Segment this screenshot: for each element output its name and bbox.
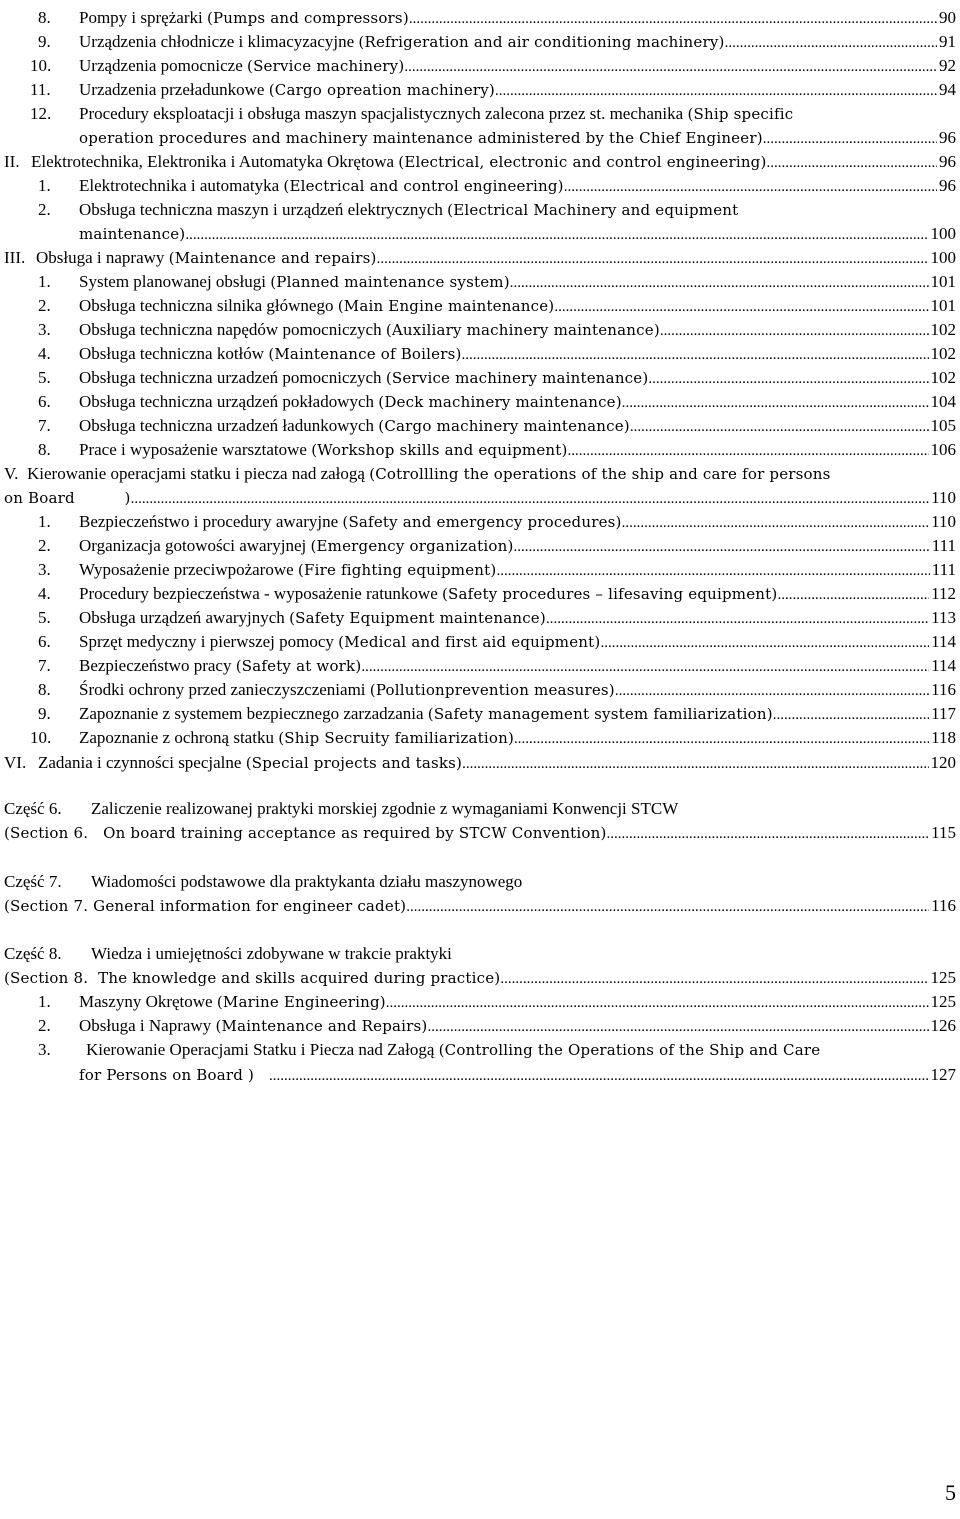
- toc-entry-english-title: (Planned maintenance system): [270, 273, 510, 291]
- toc-entry-english-title: (Fire fighting equipment): [297, 561, 497, 579]
- toc-entry-page: 91: [939, 32, 956, 51]
- toc-entry-page: 116: [931, 680, 956, 699]
- toc-leader-dots: [185, 223, 928, 246]
- toc-leader-dots: [510, 271, 929, 294]
- toc-entry: [0, 198, 960, 222]
- toc-leader-dots: [767, 151, 937, 174]
- toc-entry: [0, 486, 960, 510]
- toc-entry: [0, 534, 960, 558]
- toc-entry-polish-title: Elektrotechnika, Elektronika i Automatyka Okrętowa: [31, 152, 395, 171]
- toc-leader-dots: [660, 319, 929, 342]
- toc-leader-dots: [428, 1015, 929, 1038]
- toc-entry-polish-title: Obsługa techniczna maszyn i urządzeń elektrycznych: [79, 200, 443, 219]
- toc-entry-english-title: (Service machinery): [247, 57, 405, 75]
- toc-entry-polish-title: Wyposażenie przeciwpożarowe: [79, 560, 294, 579]
- toc-entry: [0, 342, 960, 366]
- toc-entry-number: 1.: [38, 176, 51, 195]
- toc-entry-number: 5.: [38, 608, 51, 627]
- toc-entry-number: 1.: [38, 512, 51, 531]
- toc-entry-number: 4.: [38, 584, 51, 603]
- toc-entry-english-title: (Controlling the Operations of the Ship and Care: [438, 1041, 821, 1059]
- toc-entry-polish-title: Środki ochrony przed zanieczyszczeniami: [79, 680, 366, 699]
- toc-entry-english-title: (Electrical, electronic and control engineering): [398, 153, 767, 171]
- toc-entry: [0, 821, 960, 845]
- toc-entry-english-title: (Ship specific: [687, 105, 794, 123]
- toc-entry-english-title: maintenance): [79, 225, 186, 243]
- toc-entry-polish-title: Obsługa urządzeń awaryjnych: [79, 608, 285, 627]
- toc-entry: [0, 797, 960, 821]
- toc-entry-polish-title: Urządzenia pomocnicze: [79, 56, 243, 75]
- toc-entry: [0, 126, 960, 150]
- toc-entry-number: II.: [4, 152, 20, 171]
- toc-entry-english-title: (Pollutionprevention measures): [369, 681, 615, 699]
- toc-entry: [0, 30, 960, 54]
- toc-entry: [0, 270, 960, 294]
- toc-leader-dots: [763, 127, 937, 150]
- toc-entry-page: 101: [930, 272, 956, 291]
- toc-entry-polish-title: Wiadomości podstawowe dla praktykanta działu maszynowego: [91, 872, 523, 891]
- toc-entry-polish-title: Procedury bezpieczeństwa - wyposażenie ratunkowe: [79, 584, 438, 603]
- toc-entry: [0, 582, 960, 606]
- toc-entry-page: 96: [939, 176, 956, 195]
- toc-entry-number: 4.: [38, 344, 51, 363]
- toc-entry-english-title: (Section 6. On board training acceptance as required by STCW Convention): [4, 824, 607, 842]
- toc-entry: [0, 966, 960, 990]
- toc-entry-polish-title: Pompy i sprężarki: [79, 8, 203, 27]
- toc-entry-polish-title: System planowanej obsługi: [79, 272, 266, 291]
- toc-entry-number: 12.: [30, 104, 52, 123]
- toc-entry: [0, 894, 960, 918]
- toc-leader-dots: [500, 967, 928, 990]
- toc-entry-number: 3.: [38, 560, 51, 579]
- toc-entry-number: 9.: [38, 704, 51, 723]
- toc-entry-english-title: (Safety Equipment maintenance): [289, 609, 546, 627]
- toc-entry-page: 96: [939, 128, 956, 147]
- toc-entry-number: 2.: [38, 296, 51, 315]
- page-number: 5: [945, 1480, 956, 1505]
- toc-entry-number: 7.: [38, 416, 51, 435]
- toc-leader-dots: [514, 535, 930, 558]
- toc-entry-page: 113: [931, 608, 956, 627]
- toc-entry-polish-title: Zadania i czynności specjalne: [38, 753, 242, 772]
- toc-entry-polish-title: Prace i wyposażenie warsztatowe: [79, 440, 307, 459]
- toc-entry-number: 1.: [38, 272, 51, 291]
- toc-entry-page: 118: [931, 728, 956, 747]
- toc-leader-dots: [622, 511, 930, 534]
- toc-entry-page: 125: [930, 968, 956, 987]
- toc-entry-polish-title: Obsługa techniczna urzadzeń ładunkowych: [79, 416, 375, 435]
- toc-entry-polish-title: Zaliczenie realizowanej praktyki morskiej zgodnie z wymaganiami Konwencji STCW: [91, 799, 679, 818]
- toc-entry-page: 112: [931, 584, 956, 603]
- toc-leader-dots: [131, 487, 930, 510]
- toc-entry: [0, 678, 960, 702]
- toc-entry-number: 1.: [38, 992, 51, 1011]
- toc-entry-polish-title: Obsługa techniczna kotłów: [79, 344, 265, 363]
- toc-entry-polish-title: Zapoznanie z systemem bezpiecznego zarzadzania: [79, 704, 424, 723]
- toc-leader-dots: [495, 79, 937, 102]
- toc-entry: [0, 318, 960, 342]
- toc-entry-polish-title: Bezpieczeństwo pracy: [79, 656, 232, 675]
- toc-entry-page: 127: [930, 1065, 956, 1084]
- toc-leader-dots: [386, 991, 929, 1014]
- toc-leader-dots: [406, 895, 929, 918]
- toc-entry-english-title: (Ship Secruity familiarization): [278, 729, 515, 747]
- toc-leader-dots: [554, 295, 928, 318]
- toc-leader-dots: [361, 655, 929, 678]
- toc-leader-dots: [462, 752, 928, 775]
- toc-entry: [0, 942, 960, 966]
- toc-entry-english-title: (Emergency organization): [310, 537, 514, 555]
- toc-entry-page: 115: [931, 823, 956, 842]
- toc-entry-number: 2.: [38, 200, 51, 219]
- toc-entry: [0, 751, 960, 775]
- toc-entry-page: 114: [931, 656, 956, 675]
- toc-leader-dots: [622, 391, 929, 414]
- toc-entry-english-title: on Board ): [4, 489, 131, 507]
- toc-leader-dots: [568, 439, 929, 462]
- toc-entry-polish-title: Organizacja gotowości awaryjnej: [79, 536, 307, 555]
- toc-entry: [0, 558, 960, 582]
- toc-entry-polish-title: Urzadzenia przeładunkowe: [79, 80, 265, 99]
- toc-leader-dots: [462, 343, 929, 366]
- toc-entry-number: 11.: [30, 80, 51, 99]
- toc-entry-page: 105: [930, 416, 956, 435]
- toc-entry-number: 2.: [38, 1016, 51, 1035]
- toc-entry: [0, 390, 960, 414]
- toc-leader-dots: [546, 607, 929, 630]
- toc-entry: [0, 150, 960, 174]
- toc-entry-english-title: (Refrigeration and air conditioning machinery): [358, 33, 725, 51]
- toc-entry-page: 110: [931, 488, 956, 507]
- toc-entry-number: 6.: [38, 392, 51, 411]
- toc-leader-dots: [564, 175, 937, 198]
- toc-entry-page: 90: [939, 8, 956, 27]
- toc-entry-polish-title: Obsługa techniczna silnika głównego: [79, 296, 334, 315]
- toc-leader-dots: [496, 559, 929, 582]
- toc-entry-number: 3.: [38, 1040, 51, 1059]
- toc-entry-english-title: (Deck machinery maintenance): [378, 393, 622, 411]
- toc-entry-polish-title: Elektrotechnika i automatyka: [79, 176, 280, 195]
- toc-entry-number: 7.: [38, 656, 51, 675]
- toc-entry-page: 102: [930, 344, 956, 363]
- toc-entry-page: 102: [930, 368, 956, 387]
- toc-entry-page: 116: [931, 896, 956, 915]
- toc-entry-page: 120: [930, 753, 956, 772]
- toc-entry: [0, 78, 960, 102]
- toc-entry: [0, 102, 960, 126]
- toc-entry: [0, 606, 960, 630]
- toc-entry-page: 126: [930, 1016, 956, 1035]
- toc-entry-english-title: (Maintenance of Boilers): [268, 345, 462, 363]
- toc-entry: [0, 630, 960, 654]
- toc-entry-english-title: (Safety at work): [235, 657, 362, 675]
- toc-entry: [0, 1014, 960, 1038]
- toc-entry-page: 117: [931, 704, 956, 723]
- toc-entry-english-title: (Electrical and control engineering): [283, 177, 564, 195]
- toc-entry: [0, 510, 960, 534]
- toc-entry-english-title: (Medical and first aid equipment): [338, 633, 601, 651]
- toc-entry-polish-title: Bezpieczeństwo i procedury awaryjne: [79, 512, 339, 531]
- toc-entry-number: 10.: [30, 56, 52, 75]
- toc-entry-page: 104: [930, 392, 956, 411]
- toc-entry: [0, 414, 960, 438]
- toc-entry: [0, 726, 960, 750]
- toc-entry-english-title: (Marine Engineering): [216, 993, 386, 1011]
- toc-entry-english-title: (Cargo machinery maintenance): [378, 417, 630, 435]
- toc-entry: [0, 1038, 960, 1062]
- toc-entry: [0, 6, 960, 30]
- toc-entry: [0, 654, 960, 678]
- toc-entry-number: VI.: [4, 753, 27, 772]
- toc-entry-english-title: (Service machinery maintenance): [385, 369, 649, 387]
- toc-entry-number: 3.: [38, 320, 51, 339]
- toc-entry: [0, 246, 960, 270]
- toc-entry: [0, 366, 960, 390]
- toc-entry-number: V.: [4, 464, 19, 483]
- toc-entry-polish-title: Kierowanie operacjami statku i piecza nad załogą: [27, 464, 365, 483]
- toc-leader-dots: [404, 55, 937, 78]
- toc-entry-english-title: for Persons on Board ): [79, 1066, 269, 1084]
- toc-leader-dots: [377, 247, 929, 270]
- toc-entry-page: 125: [930, 992, 956, 1011]
- toc-entry-english-title: (Pumps and compressors): [206, 9, 409, 27]
- toc-entry-page: 106: [930, 440, 956, 459]
- toc-entry-page: 96: [939, 152, 956, 171]
- toc-entry-english-title: (Main Engine maintenance): [337, 297, 555, 315]
- toc-leader-dots: [607, 822, 930, 845]
- toc-entry-polish-title: Obsługa i naprawy: [36, 248, 165, 267]
- toc-entry-english-title: (Cargo opreation machinery): [268, 81, 495, 99]
- toc-leader-dots: [409, 7, 937, 30]
- toc-entry-page: 94: [939, 80, 956, 99]
- toc-entry-number: 8.: [38, 8, 51, 27]
- toc-entry-page: 102: [930, 320, 956, 339]
- toc-entry-polish-title: Zapoznanie z ochroną statku: [79, 728, 274, 747]
- toc-entry-english-title: (Maintenance and repairs): [168, 249, 377, 267]
- toc-entry-polish-title: Procedury eksploatacji i obsługa maszyn spacjalistycznych zalecona przez st. mechanika: [79, 104, 684, 123]
- toc-entry: [0, 462, 960, 486]
- toc-entry: [0, 1063, 960, 1087]
- toc-entry-english-title: operation procedures and machinery maintenance administered by the Chief Engineer): [79, 129, 763, 147]
- toc-entry-polish-title: Kierowanie Operacjami Statku i Piecza nad Załogą: [86, 1040, 435, 1059]
- toc-entry-number: 5.: [38, 368, 51, 387]
- toc-entry-english-title: (Workshop skills and equipment): [311, 441, 568, 459]
- toc-leader-dots: [648, 367, 928, 390]
- toc-entry-english-title: (Auxiliary machinery maintenance): [385, 321, 660, 339]
- toc-entry: [0, 702, 960, 726]
- toc-entry-number: 8.: [38, 440, 51, 459]
- toc-entry-number: 9.: [38, 32, 51, 51]
- toc-entry: [0, 294, 960, 318]
- toc-entry-english-title: (Safety management system familiarization): [427, 705, 773, 723]
- toc-entry-polish-title: Obsługa techniczna urzadzeń pomocniczych: [79, 368, 382, 387]
- toc-entry: [0, 438, 960, 462]
- toc-entry-number: 6.: [38, 632, 51, 651]
- toc-entry-number: Część 7.: [4, 872, 62, 891]
- toc-entry-english-title: (Electrical Machinery and equipment: [447, 201, 739, 219]
- toc-entry-page: 111: [931, 560, 956, 579]
- toc-entry-polish-title: Sprzęt medyczny i pierwszej pomocy: [79, 632, 334, 651]
- toc-entry-english-title: (Special projects and tasks): [245, 754, 463, 772]
- toc-leader-dots: [777, 583, 929, 606]
- toc-leader-dots: [630, 415, 929, 438]
- toc-leader-dots: [514, 727, 929, 750]
- toc-entry-page: 100: [930, 224, 956, 243]
- toc-entry-polish-title: Wiedza i umiejętności zdobywane w trakcie praktyki: [91, 944, 452, 963]
- toc-entry-english-title: (Section 7. General information for engineer cadet): [4, 897, 407, 915]
- toc-entry: [0, 54, 960, 78]
- toc-entry-number: Część 6.: [4, 799, 62, 818]
- toc-entry-polish-title: Maszyny Okrętowe: [79, 992, 213, 1011]
- toc-leader-dots: [600, 631, 929, 654]
- toc-entry-number: 8.: [38, 680, 51, 699]
- toc-entry: [0, 222, 960, 246]
- toc-leader-dots: [725, 31, 937, 54]
- toc-entry-page: 110: [931, 512, 956, 531]
- toc-entry-number: Część 8.: [4, 944, 62, 963]
- toc-entry-page: 92: [939, 56, 956, 75]
- toc-entry-polish-title: Urządzenia chłodnicze i klimacyzacyjne: [79, 32, 355, 51]
- toc-entry-page: 100: [930, 248, 956, 267]
- toc-entry-english-title: (Safety procedures – lifesaving equipment): [442, 585, 778, 603]
- toc-entry-polish-title: Obsługa techniczna urządzeń pokładowych: [79, 392, 375, 411]
- toc-entry-page: 101: [930, 296, 956, 315]
- toc-leader-dots: [269, 1064, 929, 1087]
- toc-entry-english-title: (Cotrollling the operations of the ship and care for persons: [369, 465, 831, 483]
- toc-entry: [0, 870, 960, 894]
- toc-entry-number: 10.: [30, 728, 52, 747]
- toc-entry-number: III.: [4, 248, 26, 267]
- toc-leader-dots: [615, 679, 929, 702]
- toc-entry-page: 111: [931, 536, 956, 555]
- toc-entry-english-title: (Section 8. The knowledge and skills acquired during practice): [4, 969, 501, 987]
- toc-entry-polish-title: Obsługa techniczna napędów pomocniczych: [79, 320, 382, 339]
- toc-entry-number: 2.: [38, 536, 51, 555]
- toc-entry-page: 114: [931, 632, 956, 651]
- toc-entry-english-title: (Safety and emergency procedures): [342, 513, 622, 531]
- toc-entry: [0, 990, 960, 1014]
- toc-entry: [0, 174, 960, 198]
- toc-leader-dots: [773, 703, 929, 726]
- toc-entry-polish-title: Obsługa i Naprawy: [79, 1016, 212, 1035]
- toc-entry-english-title: (Maintenance and Repairs): [215, 1017, 428, 1035]
